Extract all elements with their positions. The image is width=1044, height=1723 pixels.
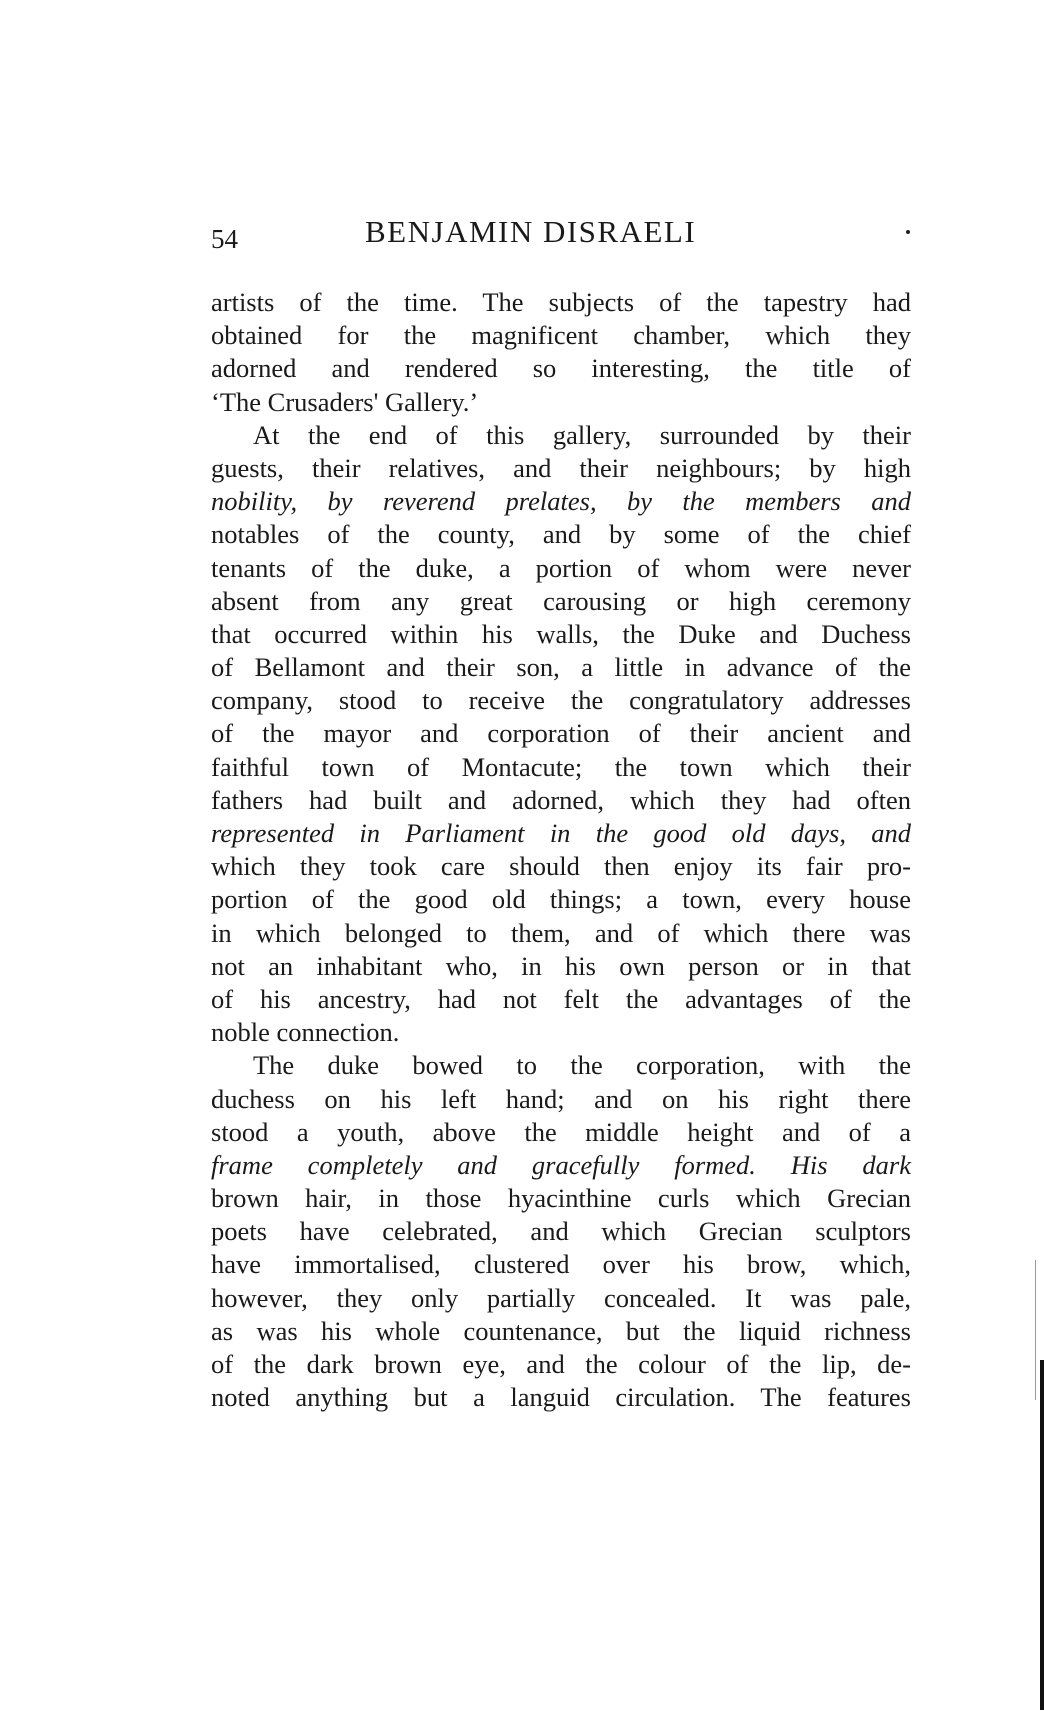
text-line: tenants of the duke, a portion of whom were never <box>211 552 911 583</box>
text-line: duchess on his left hand; and on his right there <box>211 1083 911 1114</box>
text-line: guests, their relatives, and their neighbours; by high <box>211 452 911 483</box>
page-number: 54 <box>211 224 238 254</box>
text-line: poets have celebrated, and which Grecian sculptors <box>211 1216 911 1247</box>
text-line: ‘The Crusaders' Gallery.’ <box>211 386 479 417</box>
text-line: of the mayor and corporation of their ancient and <box>211 718 911 749</box>
text-line: notables of the county, and by some of the chief <box>211 519 911 550</box>
text-line: frame completely and gracefully formed. His dark <box>211 1149 911 1180</box>
body-text <box>211 286 911 1414</box>
text-line: obtained for the magnificent chamber, which they <box>211 320 911 351</box>
scan-edge-shadow <box>1035 1260 1036 1400</box>
text-line: adorned and rendered so interesting, the title of <box>211 353 911 384</box>
text-line: portion of the good old things; a town, every house <box>211 884 911 915</box>
text-line: faithful town of Montacute; the town which their <box>211 751 911 782</box>
text-line: in which belonged to them, and of which there was <box>211 917 911 948</box>
running-title: BENJAMIN DISRAELI <box>365 214 697 249</box>
text-line: brown hair, in those hyacinthine curls which Grecian <box>211 1183 911 1214</box>
text-line: noted anything but a languid circulation. The features <box>211 1382 911 1413</box>
text-line: noble connection. <box>211 1017 400 1048</box>
text-line: however, they only partially concealed. It was pale, <box>211 1282 911 1313</box>
scan-edge-bar <box>1040 1360 1044 1710</box>
text-line: At the end of this gallery, surrounded by their <box>253 419 911 450</box>
text-line: not an inhabitant who, in his own person or in that <box>211 950 911 981</box>
text-line: artists of the time. The subjects of the tapestry had <box>211 287 911 317</box>
text-line: nobility, by reverend prelates, by the members and <box>211 486 911 517</box>
text-line: of the dark brown eye, and the colour of the lip, de- <box>211 1349 911 1379</box>
page-header <box>211 214 911 264</box>
text-line: as was his whole countenance, but the liquid richness <box>211 1315 911 1346</box>
text-line: of his ancestry, had not felt the advantages of the <box>211 983 911 1014</box>
text-line: have immortalised, clustered over his brow, which, <box>211 1249 911 1280</box>
text-line: absent from any great carousing or high ceremony <box>211 585 911 616</box>
text-line: of Bellamont and their son, a little in advance of the <box>211 652 911 683</box>
text-line: The duke bowed to the corporation, with the <box>253 1050 911 1081</box>
text-line: stood a youth, above the middle height and of a <box>211 1116 911 1147</box>
text-line: that occurred within his walls, the Duke and Duchess <box>211 618 911 649</box>
text-line: company, stood to receive the congratulatory addresses <box>211 685 911 716</box>
text-line: represented in Parliament in the good old days, and <box>211 818 911 848</box>
text-line: fathers had built and adorned, which they had often <box>211 784 911 815</box>
text-line: which they took care should then enjoy its fair pro- <box>211 851 911 882</box>
ink-speck <box>906 230 910 234</box>
